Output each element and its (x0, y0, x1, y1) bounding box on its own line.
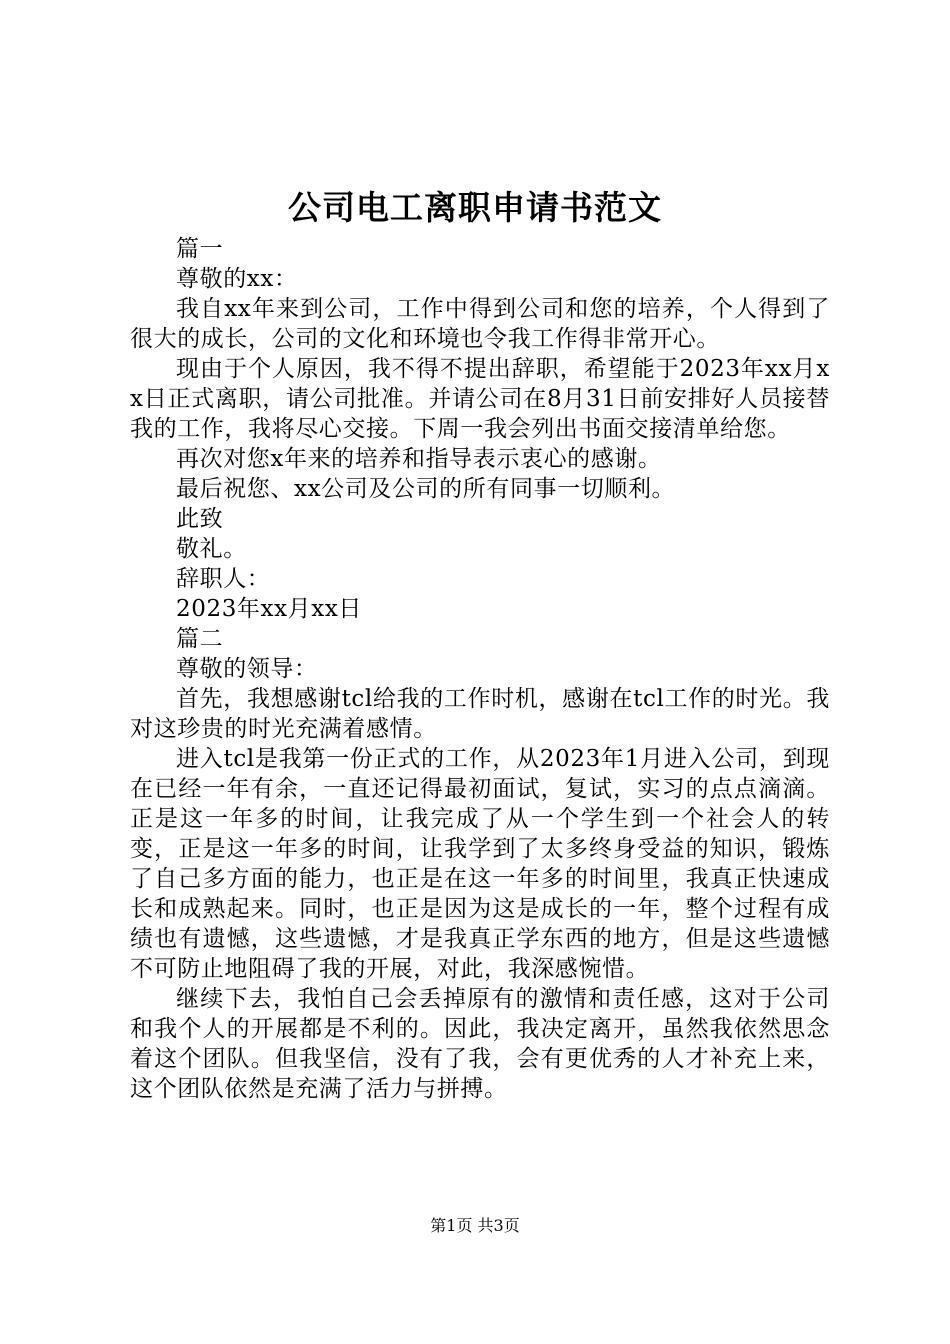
paragraph: 我自xx年来到公司，工作中得到公司和您的培养，个人得到了很大的成长，公司的文化和环境也令我工作得非常开心。 (130, 296, 830, 352)
paragraph: 最后祝您、xx公司及公司的所有同事一切顺利。 (176, 476, 676, 502)
section-heading-2: 篇二 (176, 626, 224, 652)
paragraph: 进入tcl是我第一份正式的工作，从2023年1月进入公司，到现在已经一年有余，一直还记得最初面试，复试，实习的点点滴滴。正是这一年多的时间，让我完成了从一个学生到一个社会人的转变，正是这一年多的时间，让我学到了太多终身受益的知识，锻炼了自己多方面的能力，也正是在这一年多的时间里，我真正快速成长和成熟起来。同时，也正是因为这是成长的一年，整个过程有成绩也有遗憾，这些遗憾，才是我真正学东西的地方，但是这些遗憾不可防止地阻碍了我的开展，对此，我深感惋惜。 (130, 746, 830, 982)
paragraph: 首先，我想感谢tcl给我的工作时机，感谢在tcl工作的时光。我对这珍贵的时光充满着感情。 (130, 686, 830, 742)
paragraph: 现由于个人原因，我不得不提出辞职，希望能于2023年xx月xx日正式离职，请公司批准。并请公司在8月31日前安排好人员接替我的工作，我将尽心交接。下周一我会列出书面交接清单给您。 (130, 356, 830, 442)
paragraph: 继续下去，我怕自己会丢掉原有的激情和责任感，这对于公司和我个人的开展都是不利的。因此，我决定离开，虽然我依然思念着这个团队。但我坚信，没有了我，会有更优秀的人才补充上来，这个团队依然是充满了活力与拼搏。 (130, 986, 830, 1102)
salutation-2: 尊敬的领导： (176, 656, 318, 682)
signature-date: 2023年xx月xx日 (176, 596, 363, 622)
salutation-1: 尊敬的xx： (176, 266, 298, 292)
closing-regards: 敬礼。 (176, 536, 247, 562)
paragraph: 再次对您x年来的培养和指导表示衷心的感谢。 (176, 446, 662, 472)
section-heading-1: 篇一 (176, 236, 224, 262)
document-body (130, 234, 830, 1104)
closing-line: 此致 (176, 506, 224, 532)
document-title: 公司电工离职申请书范文 (288, 188, 662, 227)
page-footer: 第1页 共3页 (430, 1216, 520, 1235)
signature-label: 辞职人： (176, 566, 271, 592)
